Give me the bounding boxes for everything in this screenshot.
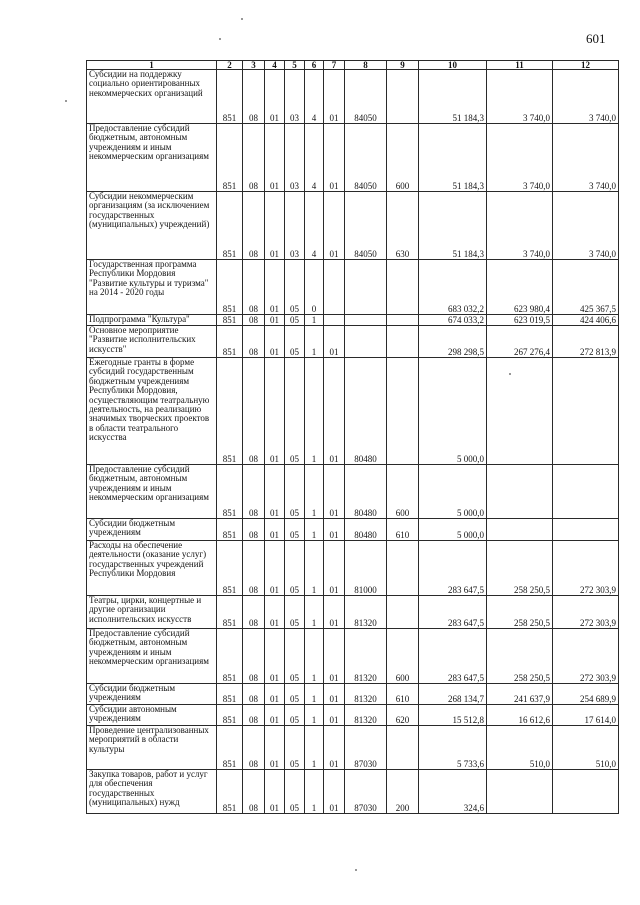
row-cell-col-3: 08 [243,629,265,684]
table-body [87,70,619,814]
row-cell-col-5: 05 [285,596,305,629]
row-cell-col-8: 81320 [345,596,387,629]
row-cell-col-4: 01 [265,629,285,684]
row-cell-col-9 [387,541,419,596]
row-name-cell: Предоставление субсидий бюджетным, автономным учреждениям и иным некоммерческим организациям [87,124,217,192]
row-cell-col-9: 610 [387,519,419,541]
row-cell-col-8: 84050 [345,70,387,124]
row-cell-col-11: 267 276,4 [487,326,553,358]
table-row [87,596,619,629]
row-cell-col-8: 81320 [345,684,387,705]
row-name-cell: Расходы на обеспечение деятельности (оказание услуг) государственных учреждений Республики Мордовия [87,541,217,596]
row-cell-col-6: 1 [305,326,324,358]
row-cell-col-3: 08 [243,192,265,260]
column-header-6: 6 [305,61,324,70]
row-cell-col-4: 01 [265,192,285,260]
row-cell-col-9: 620 [387,705,419,726]
row-cell-col-6: 1 [305,770,324,814]
row-cell-col-6: 4 [305,192,324,260]
column-header-10: 10 [419,61,487,70]
row-name-cell: Театры, цирки, концертные и другие организации исполнительских искусств [87,596,217,629]
row-cell-col-12: 272 303,9 [553,629,619,684]
row-cell-col-10: 674 033,2 [419,315,487,326]
row-cell-col-10: 51 184,3 [419,124,487,192]
row-cell-col-11: 623 019,5 [487,315,553,326]
row-cell-col-7: 01 [324,192,345,260]
row-cell-col-2: 851 [217,519,243,541]
row-cell-col-9 [387,315,419,326]
row-cell-col-11: 241 637,9 [487,684,553,705]
row-cell-col-8 [345,315,387,326]
row-cell-col-9 [387,358,419,465]
row-cell-col-12: 3 740,0 [553,192,619,260]
row-cell-col-4: 01 [265,596,285,629]
row-cell-col-11: 3 740,0 [487,70,553,124]
row-cell-col-2: 851 [217,70,243,124]
row-cell-col-7: 01 [324,596,345,629]
row-cell-col-11: 258 250,5 [487,541,553,596]
row-cell-col-9 [387,326,419,358]
row-cell-col-3: 08 [243,684,265,705]
row-cell-col-3: 08 [243,541,265,596]
row-cell-col-10: 15 512,8 [419,705,487,726]
row-cell-col-2: 851 [217,541,243,596]
row-cell-col-2: 851 [217,326,243,358]
row-cell-col-11 [487,465,553,519]
row-cell-col-11 [487,770,553,814]
row-cell-col-6: 1 [305,465,324,519]
row-cell-col-12 [553,465,619,519]
row-cell-col-3: 08 [243,315,265,326]
page-number: 601 [586,31,606,46]
scan-speck [355,869,357,871]
row-name-cell: Проведение централизованных мероприятий в области культуры [87,726,217,770]
row-cell-col-3: 08 [243,260,265,315]
row-cell-col-7: 01 [324,70,345,124]
row-cell-col-9: 600 [387,465,419,519]
row-cell-col-7 [324,315,345,326]
row-cell-col-2: 851 [217,260,243,315]
row-name-cell: Подпрограмма "Культура" [87,315,217,326]
column-header-7: 7 [324,61,345,70]
row-cell-col-12: 272 303,9 [553,541,619,596]
row-cell-col-12: 510,0 [553,726,619,770]
row-cell-col-12: 17 614,0 [553,705,619,726]
scan-speck [65,100,67,102]
column-header-3: 3 [243,61,265,70]
row-name-cell: Субсидии автономным учреждениям [87,705,217,726]
row-cell-col-5: 05 [285,541,305,596]
table-row [87,70,619,124]
row-cell-col-3: 08 [243,519,265,541]
row-cell-col-12 [553,358,619,465]
row-cell-col-9 [387,70,419,124]
row-cell-col-11: 510,0 [487,726,553,770]
table-row [87,192,619,260]
row-cell-col-9 [387,726,419,770]
row-cell-col-4: 01 [265,705,285,726]
row-name-cell: Предоставление субсидий бюджетным, автономным учреждениям и иным некоммерческим организациям [87,465,217,519]
table-row [87,358,619,465]
row-cell-col-7: 01 [324,684,345,705]
column-header-2: 2 [217,61,243,70]
column-header-1: 1 [87,61,217,70]
row-cell-col-3: 08 [243,726,265,770]
row-cell-col-5: 05 [285,519,305,541]
row-cell-col-8: 87030 [345,770,387,814]
row-cell-col-4: 01 [265,315,285,326]
row-cell-col-3: 08 [243,705,265,726]
row-cell-col-10: 283 647,5 [419,541,487,596]
row-cell-col-6: 1 [305,596,324,629]
row-cell-col-6: 0 [305,260,324,315]
row-cell-col-3: 08 [243,326,265,358]
row-cell-col-5: 03 [285,70,305,124]
row-cell-col-4: 01 [265,770,285,814]
scan-speck [241,18,243,20]
row-cell-col-10: 5 733,6 [419,726,487,770]
table-row [87,260,619,315]
row-cell-col-4: 01 [265,684,285,705]
row-cell-col-2: 851 [217,726,243,770]
row-cell-col-12: 3 740,0 [553,124,619,192]
row-cell-col-12: 424 406,6 [553,315,619,326]
row-cell-col-10: 268 134,7 [419,684,487,705]
row-cell-col-9 [387,260,419,315]
row-cell-col-11: 3 740,0 [487,192,553,260]
table-row [87,629,619,684]
row-cell-col-7: 01 [324,629,345,684]
table-row [87,519,619,541]
row-cell-col-5: 05 [285,705,305,726]
row-cell-col-2: 851 [217,629,243,684]
row-cell-col-12: 3 740,0 [553,70,619,124]
row-cell-col-4: 01 [265,541,285,596]
row-cell-col-11: 623 980,4 [487,260,553,315]
row-cell-col-6: 1 [305,684,324,705]
table-row [87,726,619,770]
row-name-cell: Ежегодные гранты в форме субсидий государственным бюджетным учреждениям Республики Мордовия, осуществляющим театральную деятельность, на реализацию значимых творческих проектов в области театрального искусства [87,358,217,465]
row-cell-col-7: 01 [324,465,345,519]
row-name-cell: Государственная программа Республики Мордовия "Развитие культуры и туризма" на 2014 - 2020 годы [87,260,217,315]
row-cell-col-7: 01 [324,326,345,358]
row-cell-col-6: 1 [305,541,324,596]
row-cell-col-8: 81000 [345,541,387,596]
row-cell-col-10: 298 298,5 [419,326,487,358]
column-header-5: 5 [285,61,305,70]
row-cell-col-12: 272 303,9 [553,596,619,629]
row-cell-col-11 [487,519,553,541]
row-cell-col-10: 683 032,2 [419,260,487,315]
row-cell-col-6: 1 [305,315,324,326]
table-row [87,465,619,519]
row-cell-col-7: 01 [324,541,345,596]
row-cell-col-2: 851 [217,124,243,192]
row-cell-col-12 [553,519,619,541]
row-name-cell: Предоставление субсидий бюджетным, автономным учреждениям и иным некоммерческим организациям [87,629,217,684]
row-name-cell: Субсидии на поддержку социально ориентированных некоммерческих организаций [87,70,217,124]
row-cell-col-8: 87030 [345,726,387,770]
row-cell-col-4: 01 [265,358,285,465]
column-header-12: 12 [553,61,619,70]
row-cell-col-5: 03 [285,192,305,260]
row-cell-col-2: 851 [217,705,243,726]
row-cell-col-8: 80480 [345,465,387,519]
row-cell-col-8: 80480 [345,358,387,465]
row-cell-col-7: 01 [324,705,345,726]
row-cell-col-2: 851 [217,770,243,814]
row-cell-col-4: 01 [265,726,285,770]
table-row [87,684,619,705]
row-cell-col-2: 851 [217,192,243,260]
row-cell-col-10: 5 000,0 [419,358,487,465]
row-cell-col-6: 1 [305,705,324,726]
table-row [87,326,619,358]
row-cell-col-7: 01 [324,519,345,541]
row-cell-col-5: 05 [285,465,305,519]
row-cell-col-8 [345,260,387,315]
row-cell-col-3: 08 [243,770,265,814]
row-cell-col-10: 5 000,0 [419,519,487,541]
row-name-cell: Закупка товаров, работ и услуг для обеспечения государственных (муниципальных) нужд [87,770,217,814]
row-cell-col-7 [324,260,345,315]
row-cell-col-5: 05 [285,358,305,465]
row-cell-col-2: 851 [217,358,243,465]
row-cell-col-4: 01 [265,70,285,124]
row-cell-col-9: 610 [387,684,419,705]
row-cell-col-8: 84050 [345,124,387,192]
column-header-11: 11 [487,61,553,70]
row-cell-col-12: 254 689,9 [553,684,619,705]
scan-speck [219,38,221,40]
column-header-4: 4 [265,61,285,70]
row-cell-col-6: 1 [305,726,324,770]
table-row [87,124,619,192]
row-cell-col-10: 51 184,3 [419,70,487,124]
row-cell-col-8: 81320 [345,629,387,684]
table-row [87,770,619,814]
row-cell-col-10: 283 647,5 [419,629,487,684]
row-cell-col-7: 01 [324,124,345,192]
row-cell-col-4: 01 [265,326,285,358]
row-cell-col-9: 630 [387,192,419,260]
row-cell-col-12 [553,770,619,814]
row-cell-col-12: 425 367,5 [553,260,619,315]
row-name-cell: Субсидии некоммерческим организациям (за исключением государственных (муниципальных) учреждений) [87,192,217,260]
row-cell-col-9: 600 [387,629,419,684]
row-cell-col-10: 5 000,0 [419,465,487,519]
row-cell-col-6: 4 [305,124,324,192]
row-cell-col-5: 05 [285,260,305,315]
row-cell-col-2: 851 [217,596,243,629]
row-cell-col-9: 600 [387,124,419,192]
row-cell-col-4: 01 [265,519,285,541]
row-cell-col-3: 08 [243,358,265,465]
row-cell-col-9: 200 [387,770,419,814]
row-cell-col-5: 05 [285,770,305,814]
row-cell-col-8: 80480 [345,519,387,541]
column-header-9: 9 [387,61,419,70]
row-name-cell: Основное мероприятие "Развитие исполнительских искусств" [87,326,217,358]
row-cell-col-5: 05 [285,326,305,358]
row-cell-col-10: 283 647,5 [419,596,487,629]
row-cell-col-3: 08 [243,465,265,519]
row-cell-col-11: 258 250,5 [487,596,553,629]
row-cell-col-5: 05 [285,726,305,770]
budget-table [86,60,619,814]
row-cell-col-5: 03 [285,124,305,192]
row-cell-col-7: 01 [324,726,345,770]
row-cell-col-6: 4 [305,70,324,124]
table-row [87,541,619,596]
row-cell-col-6: 1 [305,519,324,541]
row-cell-col-3: 08 [243,124,265,192]
row-cell-col-11: 3 740,0 [487,124,553,192]
row-cell-col-4: 01 [265,124,285,192]
row-cell-col-5: 05 [285,315,305,326]
row-cell-col-5: 05 [285,684,305,705]
row-cell-col-2: 851 [217,684,243,705]
row-cell-col-12: 272 813,9 [553,326,619,358]
row-cell-col-11 [487,358,553,465]
row-cell-col-6: 1 [305,629,324,684]
row-cell-col-8: 84050 [345,192,387,260]
row-cell-col-2: 851 [217,315,243,326]
row-cell-col-7: 01 [324,358,345,465]
row-cell-col-3: 08 [243,596,265,629]
row-cell-col-11: 258 250,5 [487,629,553,684]
row-cell-col-9 [387,596,419,629]
row-name-cell: Субсидии бюджетным учреждениям [87,519,217,541]
row-cell-col-11: 16 612,6 [487,705,553,726]
row-cell-col-10: 324,6 [419,770,487,814]
row-cell-col-6: 1 [305,358,324,465]
row-cell-col-4: 01 [265,465,285,519]
row-cell-col-8: 81320 [345,705,387,726]
row-cell-col-5: 05 [285,629,305,684]
row-cell-col-4: 01 [265,260,285,315]
row-cell-col-8 [345,326,387,358]
row-cell-col-3: 08 [243,70,265,124]
row-cell-col-2: 851 [217,465,243,519]
row-cell-col-7: 01 [324,770,345,814]
column-header-8: 8 [345,61,387,70]
table-row [87,705,619,726]
scan-speck [509,373,511,375]
row-name-cell: Субсидии бюджетным учреждениям [87,684,217,705]
table-row [87,315,619,326]
row-cell-col-10: 51 184,3 [419,192,487,260]
